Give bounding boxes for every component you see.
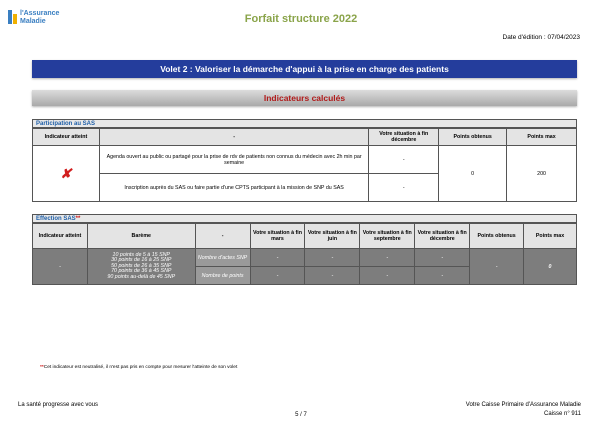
situation-value: - bbox=[305, 249, 360, 267]
logo-line2: Maladie bbox=[20, 18, 46, 25]
points-max-value: 200 bbox=[507, 146, 577, 202]
table-row bbox=[33, 146, 577, 174]
footer-caisse-number: Caisse n° 911 bbox=[544, 411, 581, 417]
participation-label-text: Participation au SAS bbox=[36, 121, 96, 127]
header-cell: Indicateur atteint bbox=[33, 224, 88, 249]
edition-date: Date d'édition : 07/04/2023 bbox=[502, 34, 580, 41]
situation-value: - bbox=[415, 249, 470, 267]
situation-value: - bbox=[369, 174, 439, 202]
situation-value: - bbox=[360, 267, 415, 285]
points-max-value: 0 bbox=[524, 249, 577, 285]
row-label: Nombre de points bbox=[195, 267, 250, 285]
not-achieved-icon: ✘ bbox=[60, 165, 72, 181]
criterion-label: Inscription auprès du SAS ou faire partie d'une CPTS participant à la mission de SNP du SAS bbox=[99, 174, 368, 202]
header-cell: Points obtenus bbox=[470, 224, 524, 249]
participation-header-row bbox=[33, 129, 577, 146]
footer-caisse-name: Votre Caisse Primaire d'Assurance Maladie bbox=[465, 402, 581, 408]
document-title: Forfait structure 2022 bbox=[244, 13, 358, 25]
header-cell: Points obtenus bbox=[439, 129, 507, 146]
footer-slogan: La santé progresse avec vous bbox=[18, 402, 99, 408]
header-cell: Votre situation à fin septembre bbox=[360, 224, 415, 249]
bareme-cell bbox=[87, 249, 195, 285]
situation-value: - bbox=[360, 249, 415, 267]
row-label: Nombre d'actes SNP bbox=[195, 249, 250, 267]
header-cell: Votre situation à fin décembre bbox=[369, 129, 439, 146]
header-cell: Votre situation à fin mars bbox=[250, 224, 305, 249]
effection-table bbox=[32, 223, 577, 285]
points-obtenus-value: 0 bbox=[439, 146, 507, 202]
situation-value: - bbox=[250, 249, 305, 267]
participation-section-label bbox=[32, 119, 577, 128]
header-cell: Votre situation à fin décembre bbox=[415, 224, 470, 249]
participation-table bbox=[32, 128, 577, 202]
situation-value: - bbox=[369, 146, 439, 174]
bareme-line: 50 points de 26 à 35 SNP bbox=[111, 262, 172, 269]
indicateur-value: - bbox=[33, 249, 88, 285]
status-cell bbox=[33, 146, 100, 202]
effection-label-text: Effection SAS bbox=[36, 216, 76, 222]
header-cell: - bbox=[99, 129, 368, 146]
volet-title-bar: Volet 2 : Valoriser la démarche d'appui à la prise en charge des patients bbox=[32, 60, 577, 78]
table-row bbox=[33, 249, 577, 267]
header-cell: Points max bbox=[524, 224, 577, 249]
indicateurs-title-bar: Indicateurs calculés bbox=[32, 90, 577, 106]
logo-line1: l'Assurance bbox=[20, 10, 60, 17]
footnote-star: ** bbox=[40, 365, 44, 370]
bareme-line: 10 points de 5 à 15 SNP bbox=[112, 251, 170, 258]
bareme-line: 90 points au-delà de 45 SNP bbox=[107, 273, 176, 280]
situation-value: - bbox=[305, 267, 360, 285]
bareme-line: 70 points de 36 à 45 SNP bbox=[111, 268, 172, 275]
points-obtenus-value: - bbox=[470, 249, 524, 285]
header-cell: Indicateur atteint bbox=[33, 129, 100, 146]
header-cell: Points max bbox=[507, 129, 577, 146]
bareme-line: 30 points de 16 à 25 SNP bbox=[111, 257, 172, 264]
situation-value: - bbox=[415, 267, 470, 285]
situation-value: - bbox=[250, 267, 305, 285]
effection-label-star: ** bbox=[75, 216, 81, 222]
footnote-text: Cet indicateur est neutralisé, il n'est pas pris en compte pour mesurer l'atteinte de son volet bbox=[43, 365, 238, 370]
header-cell: - bbox=[195, 224, 250, 249]
header-cell: Votre situation à fin juin bbox=[305, 224, 360, 249]
effection-section-label bbox=[32, 214, 577, 223]
effection-header-row bbox=[33, 224, 577, 249]
criterion-label: Agenda ouvert au public ou partagé pour la prise de rdv de patients non connus du médecin avec 2h min par semaine bbox=[99, 146, 368, 174]
footnote bbox=[40, 365, 237, 370]
page-number: 5 / 7 bbox=[295, 412, 307, 418]
header-cell: Barème bbox=[87, 224, 195, 249]
